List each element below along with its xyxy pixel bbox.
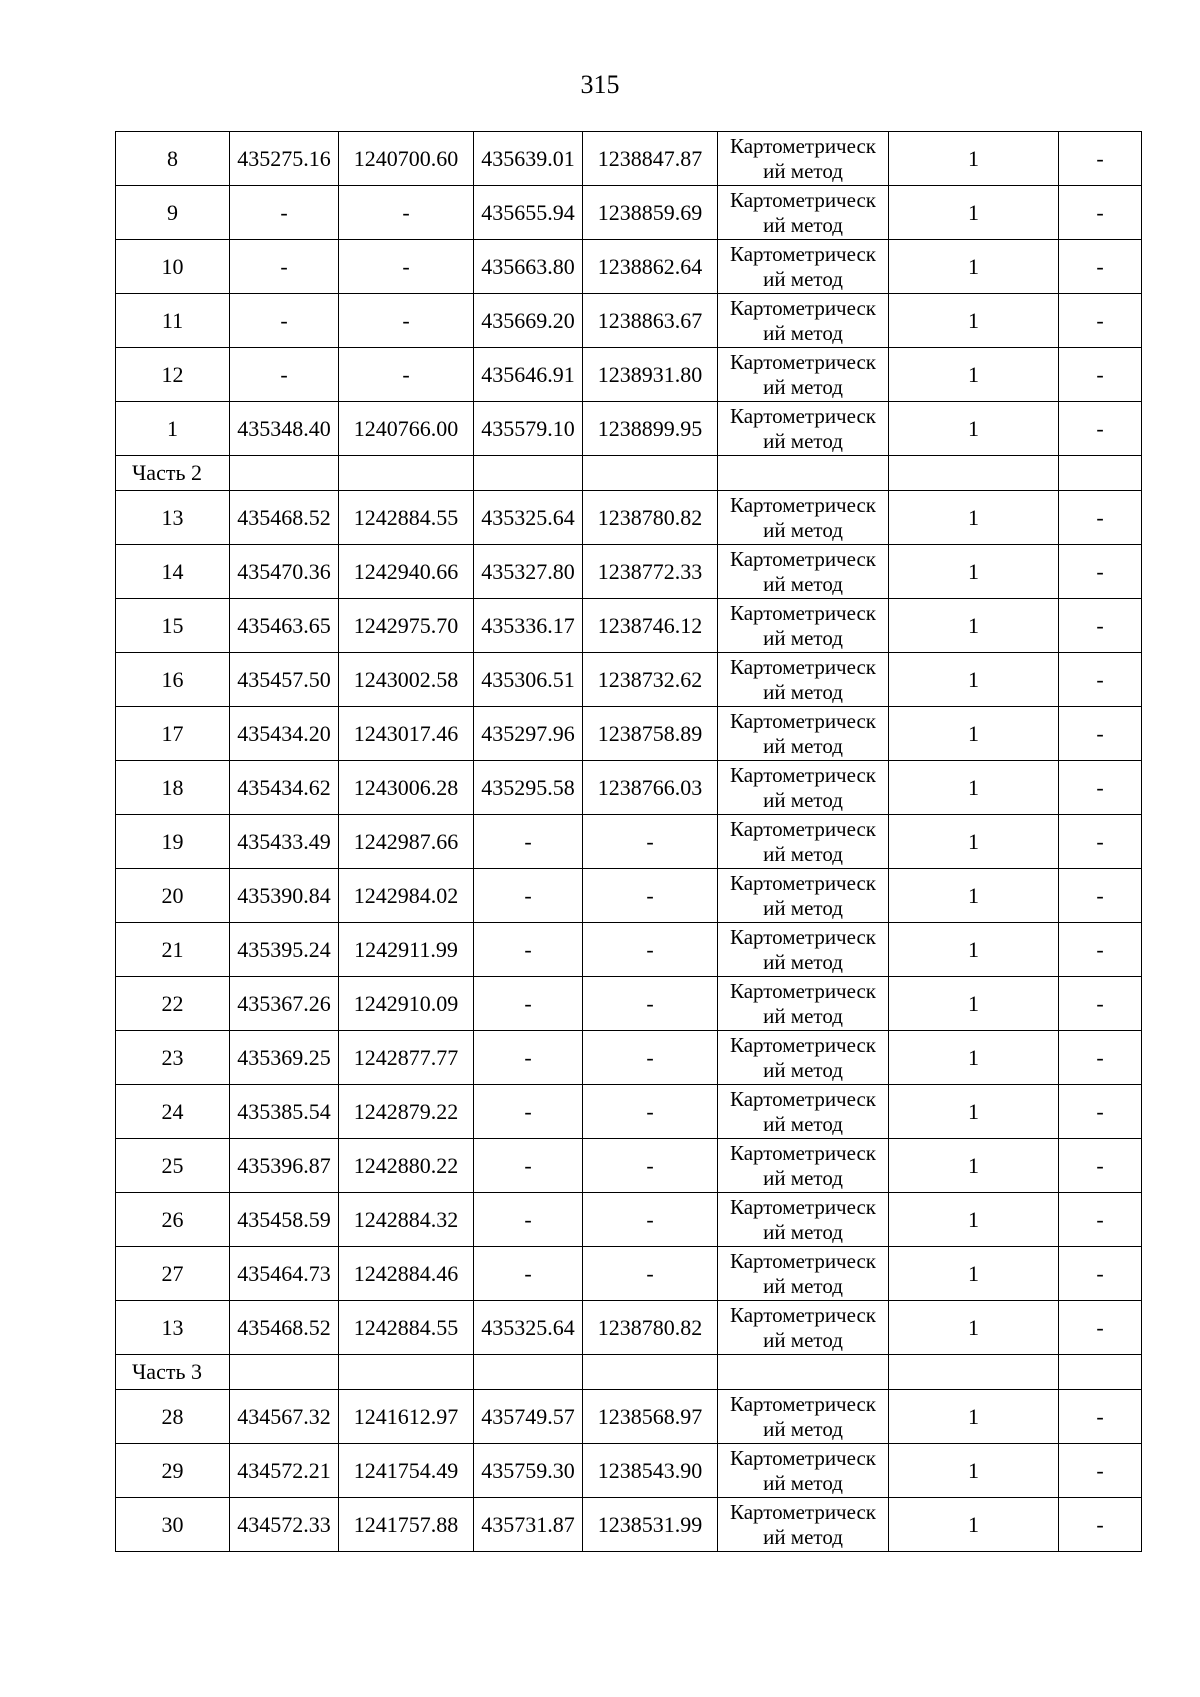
method-line-2: ий метод xyxy=(763,787,843,812)
description-cell: - xyxy=(1059,186,1142,240)
accuracy-cell: 1 xyxy=(889,1247,1059,1301)
point-number-cell: 26 xyxy=(116,1193,230,1247)
method-cell xyxy=(718,491,889,545)
method-cell xyxy=(718,294,889,348)
point-number-cell: 27 xyxy=(116,1247,230,1301)
method-line-2: ий метод xyxy=(763,841,843,866)
y2-cell: 1238931.80 xyxy=(583,348,718,402)
x2-cell: 435325.64 xyxy=(474,1301,583,1355)
method-line-2: ий метод xyxy=(763,212,843,237)
method-cell xyxy=(718,1444,889,1498)
point-number-cell: 24 xyxy=(116,1085,230,1139)
method-line-1: Картометрическ xyxy=(730,492,876,517)
description-cell: - xyxy=(1059,545,1142,599)
y2-cell: 1238543.90 xyxy=(583,1444,718,1498)
point-number-cell: 13 xyxy=(116,1301,230,1355)
y1-cell: 1242987.66 xyxy=(339,815,474,869)
y2-cell: - xyxy=(583,869,718,923)
description-cell: - xyxy=(1059,348,1142,402)
x1-cell: 435367.26 xyxy=(230,977,339,1031)
x2-cell: 435639.01 xyxy=(474,132,583,186)
y1-cell: - xyxy=(339,186,474,240)
point-number-cell: 12 xyxy=(116,348,230,402)
x2-cell: - xyxy=(474,815,583,869)
x1-cell: 435470.36 xyxy=(230,545,339,599)
point-number-cell: 1 xyxy=(116,402,230,456)
table-row xyxy=(116,1193,1142,1247)
method-line-1: Картометрическ xyxy=(730,762,876,787)
point-number-cell: 19 xyxy=(116,815,230,869)
y1-cell: 1242884.55 xyxy=(339,491,474,545)
x1-cell: - xyxy=(230,186,339,240)
table-row xyxy=(116,1031,1142,1085)
y2-cell: 1238899.95 xyxy=(583,402,718,456)
method-line-2: ий метод xyxy=(763,266,843,291)
description-cell: - xyxy=(1059,599,1142,653)
x2-cell: - xyxy=(474,869,583,923)
description-cell: - xyxy=(1059,1301,1142,1355)
x1-cell: 435385.54 xyxy=(230,1085,339,1139)
method-line-2: ий метод xyxy=(763,571,843,596)
point-number-cell: 25 xyxy=(116,1139,230,1193)
x2-cell: 435295.58 xyxy=(474,761,583,815)
table-row xyxy=(116,545,1142,599)
method-line-2: ий метод xyxy=(763,733,843,758)
x2-cell: - xyxy=(474,1193,583,1247)
method-line-1: Картометрическ xyxy=(730,1086,876,1111)
y1-cell: 1242884.32 xyxy=(339,1193,474,1247)
method-line-1: Картометрическ xyxy=(730,241,876,266)
method-cell xyxy=(718,1193,889,1247)
method-cell xyxy=(718,1390,889,1444)
y2-cell: 1238568.97 xyxy=(583,1390,718,1444)
y1-cell: 1242884.55 xyxy=(339,1301,474,1355)
x2-cell: 435655.94 xyxy=(474,186,583,240)
y2-cell: - xyxy=(583,1085,718,1139)
method-line-1: Картометрическ xyxy=(730,1248,876,1273)
description-cell: - xyxy=(1059,653,1142,707)
y1-cell: 1242910.09 xyxy=(339,977,474,1031)
method-cell xyxy=(718,815,889,869)
x2-cell: - xyxy=(474,923,583,977)
y1-cell: 1240766.00 xyxy=(339,402,474,456)
description-cell: - xyxy=(1059,132,1142,186)
method-cell xyxy=(718,132,889,186)
accuracy-cell: 1 xyxy=(889,815,1059,869)
accuracy-cell: 1 xyxy=(889,402,1059,456)
method-line-1: Картометрическ xyxy=(730,295,876,320)
y1-cell: - xyxy=(339,348,474,402)
method-line-1: Картометрическ xyxy=(730,133,876,158)
description-cell: - xyxy=(1059,1031,1142,1085)
empty-cell xyxy=(889,456,1059,491)
x2-cell: 435669.20 xyxy=(474,294,583,348)
y2-cell: 1238780.82 xyxy=(583,491,718,545)
table-row xyxy=(116,294,1142,348)
y2-cell: - xyxy=(583,1193,718,1247)
method-line-2: ий метод xyxy=(763,1416,843,1441)
table-row xyxy=(116,761,1142,815)
description-cell: - xyxy=(1059,815,1142,869)
accuracy-cell: 1 xyxy=(889,761,1059,815)
accuracy-cell: 1 xyxy=(889,1139,1059,1193)
x2-cell: 435759.30 xyxy=(474,1444,583,1498)
method-line-1: Картометрическ xyxy=(730,403,876,428)
y1-cell: - xyxy=(339,240,474,294)
empty-cell xyxy=(230,1355,339,1390)
x1-cell: 434572.33 xyxy=(230,1498,339,1552)
method-line-2: ий метод xyxy=(763,1219,843,1244)
method-cell xyxy=(718,1301,889,1355)
accuracy-cell: 1 xyxy=(889,1498,1059,1552)
table-row xyxy=(116,599,1142,653)
empty-cell xyxy=(718,1355,889,1390)
point-number-cell: 14 xyxy=(116,545,230,599)
description-cell: - xyxy=(1059,761,1142,815)
table-row xyxy=(116,653,1142,707)
table-row xyxy=(116,1301,1142,1355)
method-line-1: Картометрическ xyxy=(730,708,876,733)
method-line-1: Картометрическ xyxy=(730,1499,876,1524)
method-line-2: ий метод xyxy=(763,949,843,974)
y2-cell: 1238862.64 xyxy=(583,240,718,294)
y1-cell: 1243002.58 xyxy=(339,653,474,707)
accuracy-cell: 1 xyxy=(889,599,1059,653)
y1-cell: 1242880.22 xyxy=(339,1139,474,1193)
x1-cell: 435463.65 xyxy=(230,599,339,653)
point-number-cell: 23 xyxy=(116,1031,230,1085)
method-line-1: Картометрическ xyxy=(730,546,876,571)
x1-cell: 435468.52 xyxy=(230,491,339,545)
method-line-2: ий метод xyxy=(763,625,843,650)
table-row xyxy=(116,240,1142,294)
description-cell: - xyxy=(1059,491,1142,545)
empty-cell xyxy=(1059,1355,1142,1390)
x1-cell: 435275.16 xyxy=(230,132,339,186)
empty-cell xyxy=(474,456,583,491)
method-line-2: ий метод xyxy=(763,1057,843,1082)
y1-cell: 1241754.49 xyxy=(339,1444,474,1498)
x2-cell: 435749.57 xyxy=(474,1390,583,1444)
y2-cell: 1238766.03 xyxy=(583,761,718,815)
table-row xyxy=(116,923,1142,977)
method-cell xyxy=(718,402,889,456)
point-number-cell: 15 xyxy=(116,599,230,653)
x2-cell: - xyxy=(474,1085,583,1139)
part-header-row xyxy=(116,456,1142,491)
method-cell xyxy=(718,923,889,977)
x2-cell: - xyxy=(474,1139,583,1193)
table-row xyxy=(116,815,1142,869)
y1-cell: 1241757.88 xyxy=(339,1498,474,1552)
table-row xyxy=(116,1247,1142,1301)
accuracy-cell: 1 xyxy=(889,491,1059,545)
table-row xyxy=(116,1390,1142,1444)
accuracy-cell: 1 xyxy=(889,186,1059,240)
method-cell xyxy=(718,1085,889,1139)
x1-cell: 435434.62 xyxy=(230,761,339,815)
accuracy-cell: 1 xyxy=(889,653,1059,707)
x1-cell: 435348.40 xyxy=(230,402,339,456)
table-row xyxy=(116,1085,1142,1139)
description-cell: - xyxy=(1059,402,1142,456)
method-line-1: Картометрическ xyxy=(730,654,876,679)
method-line-2: ий метод xyxy=(763,428,843,453)
accuracy-cell: 1 xyxy=(889,1031,1059,1085)
method-line-2: ий метод xyxy=(763,1165,843,1190)
accuracy-cell: 1 xyxy=(889,348,1059,402)
method-line-1: Картометрическ xyxy=(730,978,876,1003)
x2-cell: 435306.51 xyxy=(474,653,583,707)
method-line-2: ий метод xyxy=(763,1470,843,1495)
point-number-cell: 13 xyxy=(116,491,230,545)
method-line-1: Картометрическ xyxy=(730,1445,876,1470)
part-label: Часть 3 xyxy=(116,1355,230,1390)
y2-cell: 1238780.82 xyxy=(583,1301,718,1355)
method-line-1: Картометрическ xyxy=(730,816,876,841)
table-row xyxy=(116,977,1142,1031)
x1-cell: 435458.59 xyxy=(230,1193,339,1247)
description-cell: - xyxy=(1059,240,1142,294)
table-row xyxy=(116,1139,1142,1193)
description-cell: - xyxy=(1059,923,1142,977)
x1-cell: 434572.21 xyxy=(230,1444,339,1498)
description-cell: - xyxy=(1059,1193,1142,1247)
point-number-cell: 18 xyxy=(116,761,230,815)
method-cell xyxy=(718,348,889,402)
table-row xyxy=(116,186,1142,240)
x1-cell: 435434.20 xyxy=(230,707,339,761)
point-number-cell: 16 xyxy=(116,653,230,707)
description-cell: - xyxy=(1059,1247,1142,1301)
empty-cell xyxy=(230,456,339,491)
y2-cell: - xyxy=(583,923,718,977)
y2-cell: 1238531.99 xyxy=(583,1498,718,1552)
y2-cell: - xyxy=(583,1031,718,1085)
x1-cell: 435396.87 xyxy=(230,1139,339,1193)
method-cell xyxy=(718,1247,889,1301)
table-row xyxy=(116,869,1142,923)
table-row xyxy=(116,491,1142,545)
method-line-2: ий метод xyxy=(763,895,843,920)
y1-cell: 1242911.99 xyxy=(339,923,474,977)
part-header-row xyxy=(116,1355,1142,1390)
y1-cell: 1242984.02 xyxy=(339,869,474,923)
accuracy-cell: 1 xyxy=(889,1301,1059,1355)
method-cell xyxy=(718,545,889,599)
point-number-cell: 17 xyxy=(116,707,230,761)
x2-cell: - xyxy=(474,1031,583,1085)
point-number-cell: 28 xyxy=(116,1390,230,1444)
point-number-cell: 10 xyxy=(116,240,230,294)
accuracy-cell: 1 xyxy=(889,545,1059,599)
x2-cell: 435325.64 xyxy=(474,491,583,545)
point-number-cell: 30 xyxy=(116,1498,230,1552)
point-number-cell: 8 xyxy=(116,132,230,186)
y2-cell: 1238859.69 xyxy=(583,186,718,240)
method-line-2: ий метод xyxy=(763,1273,843,1298)
method-cell xyxy=(718,186,889,240)
point-number-cell: 20 xyxy=(116,869,230,923)
accuracy-cell: 1 xyxy=(889,132,1059,186)
y1-cell: 1243006.28 xyxy=(339,761,474,815)
x1-cell: 435390.84 xyxy=(230,869,339,923)
table-row xyxy=(116,402,1142,456)
description-cell: - xyxy=(1059,1085,1142,1139)
point-number-cell: 22 xyxy=(116,977,230,1031)
part-label: Часть 2 xyxy=(116,456,230,491)
y2-cell: 1238772.33 xyxy=(583,545,718,599)
description-cell: - xyxy=(1059,1139,1142,1193)
method-line-2: ий метод xyxy=(763,1327,843,1352)
x1-cell: - xyxy=(230,294,339,348)
method-line-2: ий метод xyxy=(763,374,843,399)
table-row xyxy=(116,707,1142,761)
y1-cell: 1240700.60 xyxy=(339,132,474,186)
empty-cell xyxy=(339,456,474,491)
method-line-2: ий метод xyxy=(763,1003,843,1028)
y1-cell: 1243017.46 xyxy=(339,707,474,761)
description-cell: - xyxy=(1059,869,1142,923)
y1-cell: 1242940.66 xyxy=(339,545,474,599)
method-cell xyxy=(718,240,889,294)
method-line-2: ий метод xyxy=(763,320,843,345)
x2-cell: 435663.80 xyxy=(474,240,583,294)
method-cell xyxy=(718,977,889,1031)
description-cell: - xyxy=(1059,1390,1142,1444)
y2-cell: - xyxy=(583,815,718,869)
empty-cell xyxy=(889,1355,1059,1390)
accuracy-cell: 1 xyxy=(889,1193,1059,1247)
x1-cell: 435464.73 xyxy=(230,1247,339,1301)
y2-cell: 1238847.87 xyxy=(583,132,718,186)
accuracy-cell: 1 xyxy=(889,240,1059,294)
page-number: 315 xyxy=(580,70,620,99)
empty-cell xyxy=(583,456,718,491)
method-cell xyxy=(718,707,889,761)
y2-cell: 1238863.67 xyxy=(583,294,718,348)
method-line-1: Картометрическ xyxy=(730,924,876,949)
method-cell xyxy=(718,761,889,815)
method-line-1: Картометрическ xyxy=(730,1140,876,1165)
x1-cell: 435369.25 xyxy=(230,1031,339,1085)
x2-cell: 435579.10 xyxy=(474,402,583,456)
x1-cell: 435457.50 xyxy=(230,653,339,707)
table-row xyxy=(116,132,1142,186)
method-line-1: Картометрическ xyxy=(730,1194,876,1219)
accuracy-cell: 1 xyxy=(889,294,1059,348)
empty-cell xyxy=(583,1355,718,1390)
x2-cell: 435297.96 xyxy=(474,707,583,761)
method-line-1: Картометрическ xyxy=(730,600,876,625)
y2-cell: 1238758.89 xyxy=(583,707,718,761)
method-line-1: Картометрическ xyxy=(730,187,876,212)
x1-cell: - xyxy=(230,348,339,402)
table-row xyxy=(116,348,1142,402)
table-body xyxy=(116,132,1142,1552)
y1-cell: 1242975.70 xyxy=(339,599,474,653)
accuracy-cell: 1 xyxy=(889,977,1059,1031)
description-cell: - xyxy=(1059,1498,1142,1552)
x2-cell: 435336.17 xyxy=(474,599,583,653)
point-number-cell: 11 xyxy=(116,294,230,348)
x2-cell: 435646.91 xyxy=(474,348,583,402)
x1-cell: 435395.24 xyxy=(230,923,339,977)
method-cell xyxy=(718,1498,889,1552)
empty-cell xyxy=(1059,456,1142,491)
y2-cell: - xyxy=(583,1139,718,1193)
y1-cell: 1242884.46 xyxy=(339,1247,474,1301)
method-line-1: Картометрическ xyxy=(730,349,876,374)
method-cell xyxy=(718,653,889,707)
method-line-2: ий метод xyxy=(763,1111,843,1136)
x2-cell: - xyxy=(474,1247,583,1301)
point-number-cell: 9 xyxy=(116,186,230,240)
description-cell: - xyxy=(1059,977,1142,1031)
x1-cell: - xyxy=(230,240,339,294)
y2-cell: 1238732.62 xyxy=(583,653,718,707)
y1-cell: 1241612.97 xyxy=(339,1390,474,1444)
accuracy-cell: 1 xyxy=(889,1390,1059,1444)
method-cell xyxy=(718,1031,889,1085)
coordinates-table xyxy=(115,131,1142,1552)
method-cell xyxy=(718,869,889,923)
accuracy-cell: 1 xyxy=(889,1085,1059,1139)
method-line-1: Картометрическ xyxy=(730,1302,876,1327)
empty-cell xyxy=(339,1355,474,1390)
x2-cell: 435327.80 xyxy=(474,545,583,599)
y2-cell: 1238746.12 xyxy=(583,599,718,653)
y1-cell: 1242879.22 xyxy=(339,1085,474,1139)
accuracy-cell: 1 xyxy=(889,869,1059,923)
y2-cell: - xyxy=(583,1247,718,1301)
method-line-1: Картометрическ xyxy=(730,1032,876,1057)
y1-cell: - xyxy=(339,294,474,348)
accuracy-cell: 1 xyxy=(889,923,1059,977)
method-cell xyxy=(718,1139,889,1193)
point-number-cell: 29 xyxy=(116,1444,230,1498)
description-cell: - xyxy=(1059,294,1142,348)
x2-cell: 435731.87 xyxy=(474,1498,583,1552)
y1-cell: 1242877.77 xyxy=(339,1031,474,1085)
method-cell xyxy=(718,599,889,653)
method-line-1: Картометрическ xyxy=(730,870,876,895)
table-row xyxy=(116,1498,1142,1552)
empty-cell xyxy=(474,1355,583,1390)
point-number-cell: 21 xyxy=(116,923,230,977)
y2-cell: - xyxy=(583,977,718,1031)
method-line-2: ий метод xyxy=(763,158,843,183)
method-line-2: ий метод xyxy=(763,517,843,542)
description-cell: - xyxy=(1059,1444,1142,1498)
accuracy-cell: 1 xyxy=(889,1444,1059,1498)
method-line-2: ий метод xyxy=(763,1524,843,1549)
method-line-1: Картометрическ xyxy=(730,1391,876,1416)
x1-cell: 435433.49 xyxy=(230,815,339,869)
x1-cell: 435468.52 xyxy=(230,1301,339,1355)
method-line-2: ий метод xyxy=(763,679,843,704)
x2-cell: - xyxy=(474,977,583,1031)
accuracy-cell: 1 xyxy=(889,707,1059,761)
empty-cell xyxy=(718,456,889,491)
x1-cell: 434567.32 xyxy=(230,1390,339,1444)
table-row xyxy=(116,1444,1142,1498)
description-cell: - xyxy=(1059,707,1142,761)
